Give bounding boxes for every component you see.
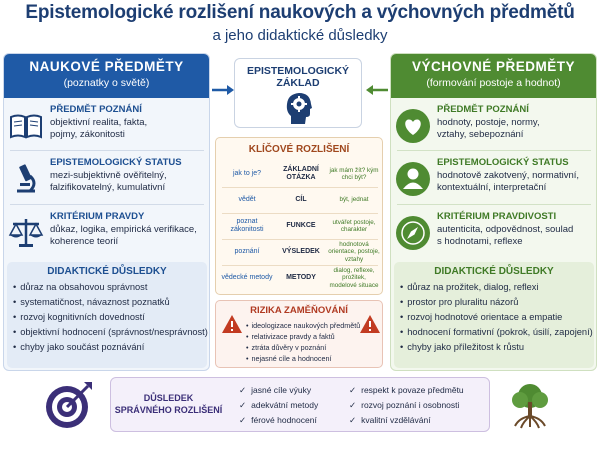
microscope-icon xyxy=(8,161,44,197)
key-title: KLÍČOVÉ ROZLIŠENÍ xyxy=(248,144,350,155)
scales-icon xyxy=(8,215,44,251)
list-item: • chyby jako součást poznávání xyxy=(13,340,207,355)
list-item: ✓ respekt k povaze předmětu xyxy=(349,383,464,398)
table-row xyxy=(220,188,380,212)
person-icon xyxy=(395,161,431,197)
warning-icon xyxy=(221,314,243,334)
head-gear-icon xyxy=(285,91,313,125)
list-item: • chyby jako příležitost k růstu xyxy=(400,340,594,355)
row-left: vědět xyxy=(238,196,256,203)
section-line: objektivní realita, fakta, xyxy=(50,117,148,128)
naukove-column xyxy=(3,53,210,371)
list-item: • ideologizace naukových předmětů xyxy=(246,320,360,331)
consequence-col-1 xyxy=(239,383,318,428)
basis-line-2: ZÁKLAD xyxy=(276,77,320,89)
section-line: vztahy, sebepoznání xyxy=(437,129,524,140)
table-row xyxy=(220,214,380,238)
row-left: poznání xyxy=(234,248,260,255)
list-item: • relativizace pravdy a faktů xyxy=(246,331,360,342)
row-left: jak to je? xyxy=(232,170,262,177)
list-item: • rozvoj hodnotové orientace a empatie xyxy=(400,310,594,325)
section-title: EPISTEMOLOGICKÝ STATUS xyxy=(50,157,182,168)
section-line: hodnoty, postoje, normy, xyxy=(437,117,540,128)
compass-icon xyxy=(395,215,431,251)
vychovne-column xyxy=(390,53,597,371)
vychovne-subheading: (formování postoje a hodnot) xyxy=(426,77,561,89)
consequence-label-line-1: DŮSLEDEK xyxy=(143,393,194,403)
row-right: utvářet postoje, charakter xyxy=(332,218,376,233)
section-line: důkaz, logika, empirická verifikace, xyxy=(50,224,197,235)
row-right: jak mám žít? kým chci být? xyxy=(329,166,379,181)
section-line: pojmy, zákonitosti xyxy=(50,129,125,140)
list-item: ✓ adekvátní metody xyxy=(239,398,318,413)
section-title: PŘEDMĚT POZNÁNÍ xyxy=(50,104,142,115)
row-right: dialog, reflexe, prožitek, modelové situace xyxy=(329,266,379,289)
didactic-title: DIDAKTICKÉ DŮSLEDKY xyxy=(434,266,554,277)
naukove-subheading: (poznatky o světě) xyxy=(63,77,150,89)
row-right: hodnotová orientace, postoje, vztahy xyxy=(328,240,380,263)
row-mid: VÝSLEDEK xyxy=(282,248,320,255)
list-item: • důraz na prožitek, dialog, reflexi xyxy=(400,280,594,295)
list-item: • důraz na obsahovou správnost xyxy=(13,280,207,295)
section-line: koherence teorií xyxy=(50,236,119,247)
risk-title: RIZIKA ZAMĚŇOVÁNÍ xyxy=(250,305,348,316)
didactic-title: DIDAKTICKÉ DŮSLEDKY xyxy=(47,266,167,277)
divider xyxy=(397,204,591,205)
section-line: s hodnotami, reflexe xyxy=(437,236,523,247)
tree-icon xyxy=(505,380,555,430)
divider xyxy=(397,150,591,151)
naukove-header xyxy=(4,54,209,98)
list-item: • prostor pro pluralitu názorů xyxy=(400,295,594,310)
row-left: vědecké metody xyxy=(221,274,273,281)
row-right: být, jednat xyxy=(339,196,369,204)
naukove-heading: NAUKOVÉ PŘEDMĚTY xyxy=(29,59,184,74)
list-item: • objektivní hodnocení (správnost/nesprávnost) xyxy=(13,325,207,340)
row-left: poznat zákonitosti xyxy=(230,218,264,233)
arrow-left-icon xyxy=(365,84,389,96)
epistemological-basis-box xyxy=(234,58,362,128)
list-item: ✓ jasné cíle výuky xyxy=(239,383,318,398)
list-item: ✓ férové hodnocení xyxy=(239,413,318,428)
target-icon xyxy=(44,380,94,430)
section-line: kontextuální, interpretační xyxy=(437,182,547,193)
section-title: KRITÉRIUM PRAVDIVOSTI xyxy=(437,211,557,222)
consequence-col-2 xyxy=(349,383,464,428)
list-item: • rozvoj kognitivních dovedností xyxy=(13,310,207,325)
basis-line-1: EPISTEMOLOGICKÝ xyxy=(246,65,350,77)
list-item: • systematičnost, návaznost poznatků xyxy=(13,295,207,310)
vychovne-heading: VÝCHOVNÉ PŘEDMĚTY xyxy=(411,59,576,74)
risk-box xyxy=(215,300,383,368)
vychovne-header xyxy=(391,54,596,98)
arrow-right-icon xyxy=(211,84,235,96)
table-row xyxy=(220,266,380,290)
section-title: KRITÉRIUM PRAVDY xyxy=(50,211,145,222)
section-line: hodnotově zakotvený, normativní, xyxy=(437,170,580,181)
section-title: EPISTEMOLOGICKÝ STATUS xyxy=(437,157,569,168)
section-title: PŘEDMĚT POZNÁNÍ xyxy=(437,104,529,115)
warning-icon xyxy=(359,314,381,334)
row-mid: ZÁKLADNÍ OTÁZKA xyxy=(283,166,319,181)
heart-icon xyxy=(395,108,431,144)
list-item: • nejasné cíle a hodnocení xyxy=(246,353,360,364)
section-line: mezi-subjektivně ověřitelný, xyxy=(50,170,167,181)
consequence-label-line-2: SPRÁVNÉHO ROZLIŠENÍ xyxy=(114,405,223,415)
consequence-label xyxy=(111,392,226,416)
table-row xyxy=(220,240,380,264)
row-mid: FUNKCE xyxy=(286,222,316,229)
row-mid: CÍL xyxy=(295,196,307,203)
page-title: Epistemologické rozlišení naukových a výchovných předmětů xyxy=(25,2,575,23)
section-line: falzifikovatelný, kumulativní xyxy=(50,182,166,193)
table-row xyxy=(220,162,380,186)
naukove-didactic-box xyxy=(7,262,207,368)
book-icon xyxy=(8,108,44,144)
list-item: ✓ rozvoj poznání i osobnosti xyxy=(349,398,464,413)
page-subtitle: a jeho didaktické důsledky xyxy=(212,27,388,44)
divider xyxy=(10,204,204,205)
vychovne-didactic-box xyxy=(394,262,594,368)
section-line: autenticita, odpovědnost, soulad xyxy=(437,224,574,235)
list-item: • ztráta důvěry v poznání xyxy=(246,342,360,353)
row-mid: METODY xyxy=(286,274,316,281)
key-distinction-table xyxy=(215,137,383,295)
divider xyxy=(10,150,204,151)
consequence-box xyxy=(110,377,490,432)
list-item: ✓ kvalitní vzdělávání xyxy=(349,413,464,428)
list-item: • hodnocení formativní (pokrok, úsilí, zapojení) xyxy=(400,325,594,340)
